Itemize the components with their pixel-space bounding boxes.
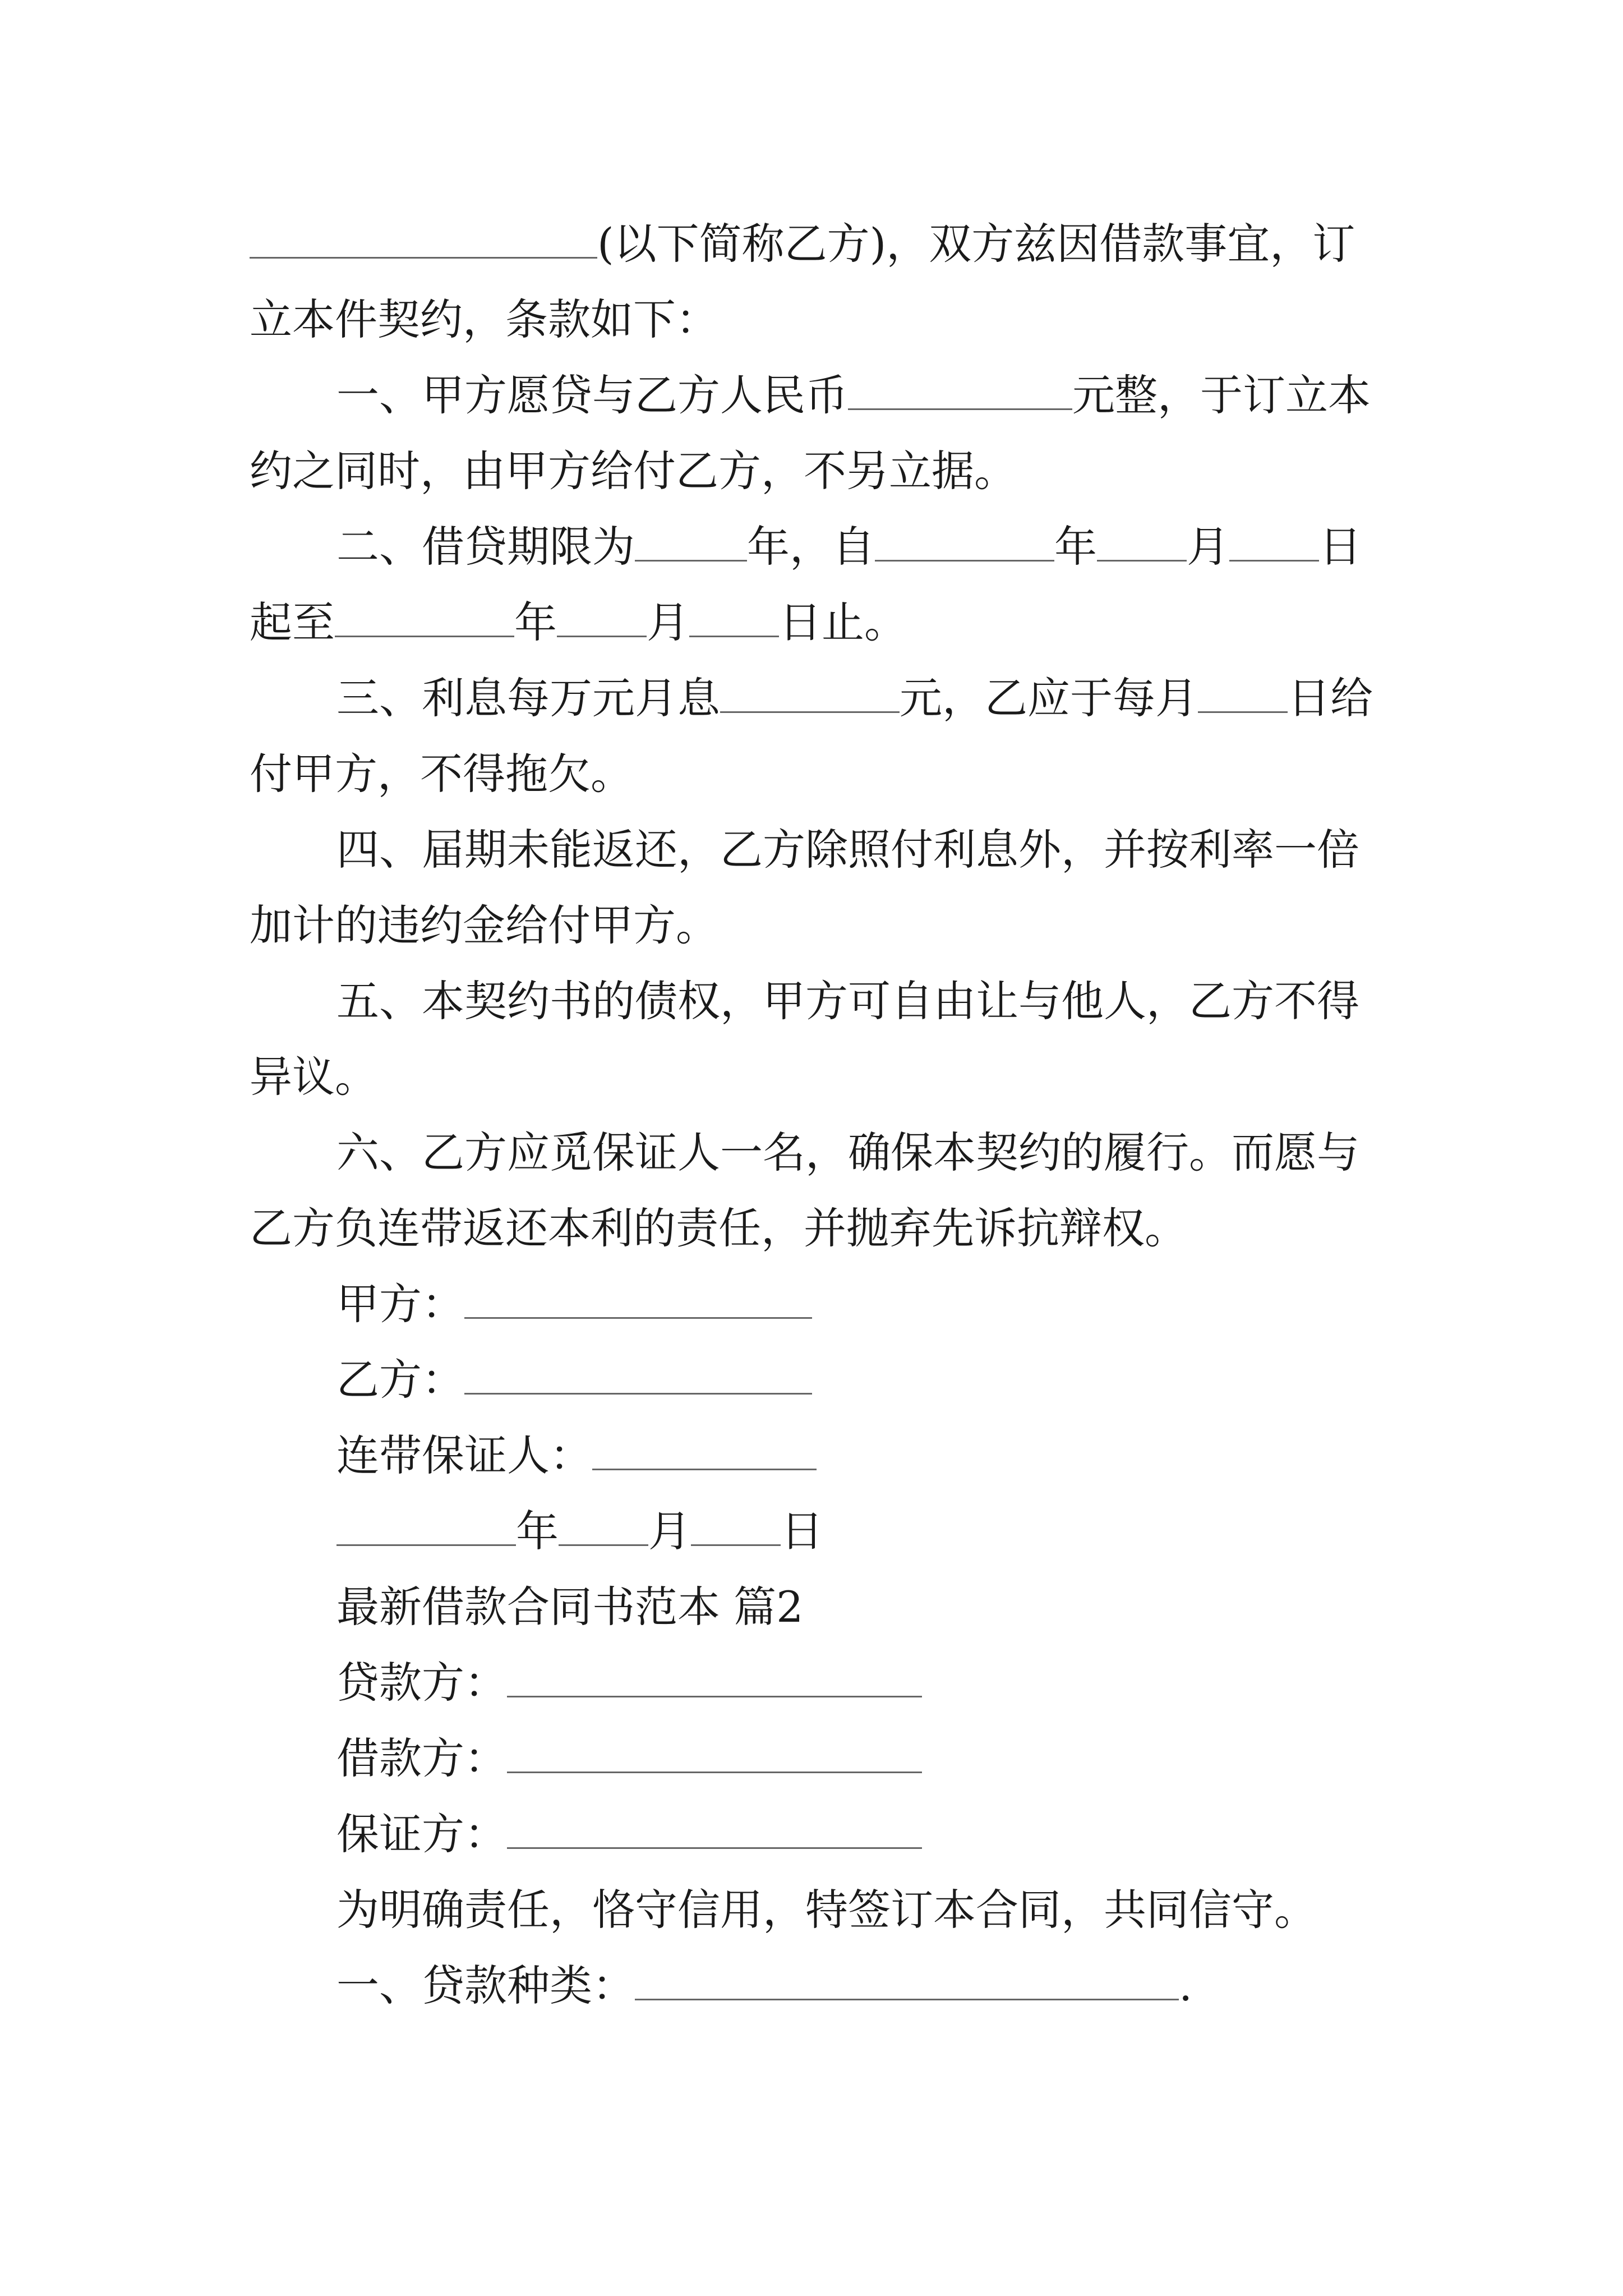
- purpose-statement: [336, 1882, 1388, 1938]
- clause-2-text-c: 年: [1054, 522, 1097, 572]
- borrower-line: [336, 1731, 1388, 1787]
- clause-5-text-b: 异议。: [250, 1052, 377, 1102]
- clause-4-line-1: [336, 822, 1388, 878]
- clause-3-text-d: 付甲方，不得拖欠。: [250, 749, 633, 799]
- blank-guarantor-party: [507, 1808, 922, 1849]
- clause-3-text-c: 日给: [1288, 673, 1373, 723]
- guarantor-line: [336, 1806, 1388, 1862]
- blank-party-a-signature: [464, 1278, 812, 1319]
- loan-type-period: .: [1179, 1961, 1193, 2010]
- blank-party-b-signature: [464, 1354, 812, 1395]
- guarantor-party-label: 保证方：: [336, 1809, 507, 1859]
- clause-3-text-a: 三、利息每万元月息: [336, 673, 720, 723]
- blank-end-month: [557, 596, 647, 637]
- guarantor-label: 连带保证人：: [336, 1430, 592, 1480]
- line-1-text: (以下简称乙方)，双方兹因借款事宜，订: [597, 219, 1355, 269]
- clause-5-line-1: [336, 973, 1388, 1029]
- sign-day-label: 日: [781, 1506, 823, 1556]
- clause-5-text-a: 五、本契约书的债权，甲方可自由让与他人，乙方不得: [336, 976, 1359, 1026]
- blank-party-b-name: [250, 218, 597, 259]
- blank-start-month: [1097, 521, 1187, 562]
- signature-party-b: [336, 1352, 1388, 1408]
- party-b-label: 乙方：: [336, 1355, 464, 1405]
- party-a-label: 甲方：: [336, 1279, 464, 1329]
- blank-term-years: [635, 521, 747, 562]
- clause-1-line-2: [250, 443, 1388, 499]
- blank-start-year: [875, 521, 1054, 562]
- clause-2-text-i: 日止。: [779, 597, 907, 647]
- clause-1-line-1: [336, 367, 1388, 424]
- blank-borrower: [507, 1732, 922, 1773]
- lender-line: [336, 1655, 1388, 1711]
- clause-1-text-a: 一、甲方愿贷与乙方人民币: [336, 370, 848, 420]
- clause-2-text-f: 起至: [250, 597, 335, 647]
- blank-lender: [507, 1657, 922, 1697]
- clause-3-line-2: [250, 746, 1388, 802]
- clause-6-line-1: [336, 1125, 1388, 1181]
- blank-sign-month: [559, 1505, 648, 1546]
- clause-6-text-a: 六、乙方应觅保证人一名，确保本契约的履行。而愿与: [336, 1128, 1359, 1177]
- blank-guarantor-signature: [592, 1429, 817, 1470]
- line-2: [250, 292, 1388, 348]
- clause-1-text-b: 元整，于订立本: [1072, 370, 1371, 420]
- clause-3-line-1: [336, 670, 1388, 726]
- blank-sign-day: [691, 1505, 781, 1546]
- section-heading-text: 最新借款合同书范本 篇2: [336, 1582, 804, 1632]
- blank-end-day: [689, 596, 779, 637]
- clause-6-line-2: [250, 1200, 1388, 1257]
- line-2-text: 立本件契约，条款如下：: [250, 295, 718, 344]
- clause-6-text-b: 乙方负连带返还本利的责任，并抛弃先诉抗辩权。: [250, 1203, 1187, 1253]
- signature-date: [336, 1503, 1388, 1559]
- clause-3-text-b: 元，乙应于每月: [900, 673, 1198, 723]
- purpose-statement-text: 为明确责任，恪守信用，特签订本合同，共同信守。: [336, 1885, 1317, 1935]
- clause-4-text-b: 加计的违约金给付甲方。: [250, 900, 718, 950]
- blank-sign-year: [336, 1505, 516, 1546]
- clause-4-line-2: [250, 898, 1388, 954]
- clause-4-text-a: 四、届期未能返还，乙方除照付利息外，并按利率一倍: [336, 825, 1359, 875]
- blank-start-day: [1229, 521, 1319, 562]
- signature-guarantor: [336, 1428, 1388, 1484]
- blank-pay-day: [1198, 672, 1288, 713]
- sign-month-label: 月: [648, 1506, 691, 1556]
- sign-year-label: 年: [516, 1506, 559, 1556]
- clause-2-text-a: 二、借贷期限为: [336, 522, 635, 572]
- loan-type-line: [336, 1958, 1388, 2014]
- blank-loan-amount: [848, 369, 1072, 410]
- lender-label: 贷款方：: [336, 1658, 507, 1708]
- clause-5-line-2: [250, 1049, 1388, 1105]
- clause-2-line-1: [336, 519, 1388, 575]
- clause-2-text-b: 年，自: [747, 522, 875, 572]
- clause-2-text-d: 月: [1187, 522, 1229, 572]
- section-heading: [336, 1579, 1388, 1635]
- loan-type-label: 一、贷款种类：: [336, 1961, 635, 2010]
- blank-loan-type: [635, 1959, 1179, 2000]
- clause-1-text-c: 约之同时，由甲方给付乙方，不另立据。: [250, 446, 1017, 496]
- clause-2-text-e: 日: [1319, 522, 1362, 572]
- signature-party-a: [336, 1276, 1388, 1332]
- clause-2-text-h: 月: [647, 597, 689, 647]
- blank-monthly-interest: [720, 672, 900, 713]
- blank-end-year: [335, 596, 514, 637]
- clause-2-text-g: 年: [514, 597, 557, 647]
- clause-2-line-2: [250, 595, 1388, 651]
- line-1: [250, 216, 1388, 272]
- borrower-label: 借款方：: [336, 1733, 507, 1783]
